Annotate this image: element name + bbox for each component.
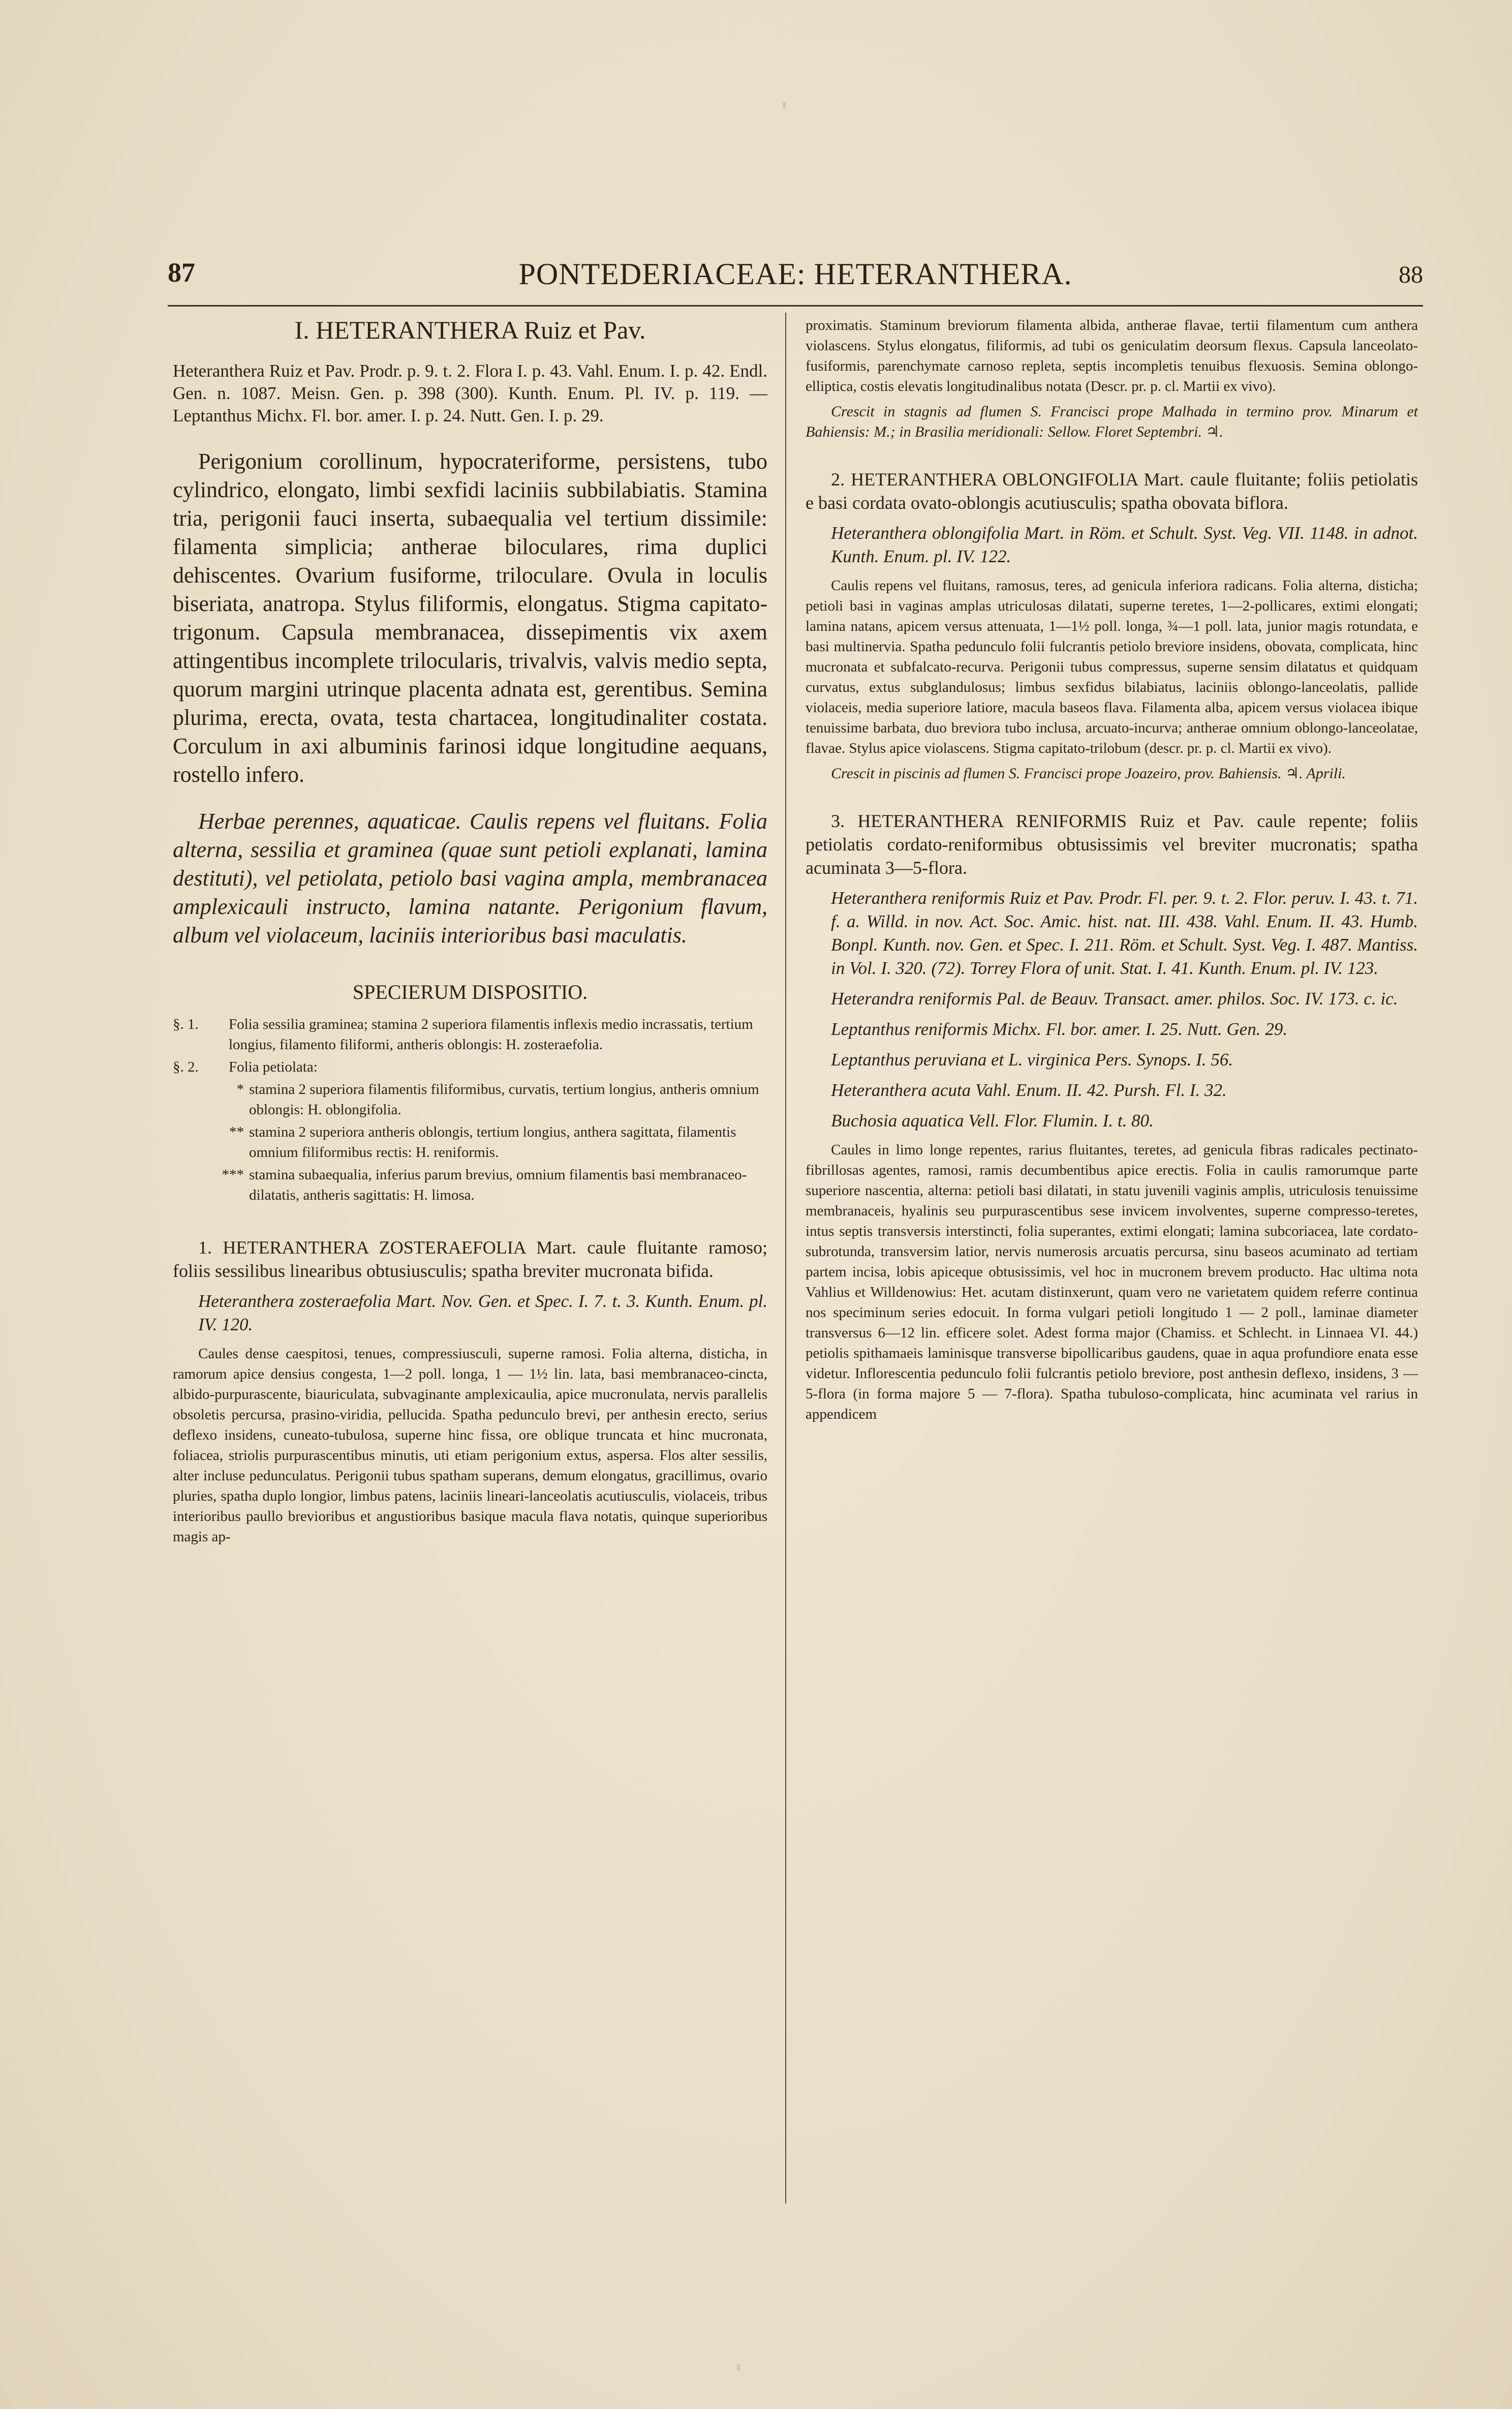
species-3-heading: 3. HETERANTHERA RENIFORMIS Ruiz et Pav. caule repente; foliis petiolatis cordato-reniformibus obtusissimis vel breviter mucronatis; spatha acuminata 3—5-flora. bbox=[806, 811, 1418, 878]
key-text: Folia petiolata: bbox=[229, 1059, 318, 1075]
genus-habit: Herbae perennes, aquaticae. Caulis repens vel fluitans. Folia alterna, sessilia et graminea (quae sunt petioli explanati, lamina destituti), vel petiolata, petiolo basi vagina ampla, membranacea amplexicauli instructo, lamina natante. Perigonium flavum, album vel violaceum, laciniis interioribus basi maculatis. bbox=[173, 809, 767, 948]
species-2-heading: 2. HETERANTHERA OBLONGIFOLIA Mart. caule fluitante; foliis petiolatis e basi cordata ovato-oblongis acutiusculis; spatha obovata biflora. bbox=[806, 469, 1418, 513]
key-entry bbox=[173, 1165, 767, 1205]
header-rule bbox=[168, 305, 1423, 307]
right-page-number: 88 bbox=[1399, 261, 1423, 288]
species-3-synonym: Buchosia aquatica Vell. Flor. Flumin. I. t. 80. bbox=[831, 1111, 1154, 1131]
key-entry bbox=[173, 1014, 767, 1055]
species-3-synonym: Heteranthera acuta Vahl. Enum. II. 42. Pursh. Fl. I. 32. bbox=[831, 1080, 1227, 1100]
key-entry bbox=[173, 1122, 767, 1163]
species-1-habitat: Crescit in stagnis ad flumen S. Francisci prope Malhada in termino prov. Minarum et Bahiensis: M.; in Brasilia meridionali: Sellow. Floret Septembri. ♃. bbox=[806, 403, 1418, 440]
running-head bbox=[168, 257, 1423, 297]
key-text: stamina 2 superiora antheris oblongis, tertium longius, anthera sagittata, filamentis omnium filiformibus rectis: H. reniformis. bbox=[249, 1124, 736, 1161]
species-3-synonym: Leptanthus peruviana et L. virginica Pers. Synops. I. 56. bbox=[831, 1050, 1233, 1070]
key-entry bbox=[173, 1079, 767, 1120]
key-text: Folia sessilia graminea; stamina 2 superiora filamentis inflexis medio incrassatis, tertium longius, filamento filiformi, antheris oblongis: H. zosteraefolia. bbox=[229, 1016, 753, 1053]
genus-title: I. HETERANTHERA Ruiz et Pav. bbox=[294, 316, 646, 344]
left-column bbox=[173, 315, 767, 1552]
species-3-synonym: Heteranthera reniformis Ruiz et Pav. Prodr. Fl. per. 9. t. 2. Flor. peruv. I. 43. t. 71. f. a. Willd. in nov. Act. Soc. Amic. hist. nat. III. 438. Vahl. Enum. II. 43. Humb. Bonpl. Kunth. nov. Gen. et Spec. I. 211. Röm. et Schult. Syst. Veg. I. 487. Mantiss. in Vol. I. 320. (72). Torrey Flora of unit. Stat. I. 41. Kunth. Enum. pl. IV. 123. bbox=[831, 888, 1418, 978]
species-dispositio-title: SPECIERUM DISPOSITIO. bbox=[352, 981, 588, 1003]
column-divider bbox=[785, 313, 786, 2204]
species-1-heading: 1. HETERANTHERA ZOSTERAEFOLIA Mart. caule fluitante ramoso; foliis sessilibus linearibus obtusiusculis; spatha breviter mucronata bifida. bbox=[173, 1237, 767, 1281]
genus-description: Perigonium corollinum, hypocrateriforme, persistens, tubo cylindrico, elongato, limbi sexfidi laciniis subbilabiatis. Stamina tria, perigonii fauci inserta, subaequalia vel tertium dissimile: filamenta simplicia; antherae biloculares, rima duplici dehiscentes. Ovarium fusiforme, triloculare. Ovula in loculis biseriata, anatropa. Stylus filiformis, elongatus. Stigma capitato-trigonum. Capsula membranacea, dissepimentis vix axem attingentibus incomplete trilocularis, trivalvis, valvis medio septa, quorum margini utrinque placenta adnata est, gerentibus. Semina plurima, erecta, ovata, testa chartacea, longitudinaliter costata. Corculum in axi albuminis farinosi idque longitudine aequans, rostello infero. bbox=[173, 449, 767, 787]
running-head-title: PONTEDERIACEAE: HETERANTHERA. bbox=[518, 257, 1072, 291]
right-column bbox=[806, 315, 1418, 1429]
key-mark: ** bbox=[229, 1124, 244, 1140]
paper-speck bbox=[783, 102, 786, 109]
key-mark: §. 2. bbox=[173, 1059, 199, 1075]
key-mark: §. 1. bbox=[173, 1016, 199, 1032]
species-2-description: Caulis repens vel fluitans, ramosus, teres, ad genicula inferiora radicans. Folia alterna, disticha; petioli basi in vaginas amplas utriculosas dilatati, superne teretes, 1—2-pollicares, extimi elongati; lamina natans, apicem versus attenuata, 1—1½ poll. longa, ¾—1 poll. lata, junior magis rotundata, e basi multinervia. Spatha pedunculo folii fulcrantis petiolo breviore insidens, obovata, complicata, hinc mucronata et subfalcato-recurva. Perigonii tubus compressus, superne sensim dilatatus et quidquam curvatus, extus subglandulosus; limbus sexfidus bilabiatus, laciniis oblongo-lanceolatis, pallide violaceis, media superiore latiore, macula baseos flava. Filamenta alba, apicem versus violacea ibique tenuissime barbata, duo breviora tubo inclusa, arcuato-incurva; antherae omnium oblongo-lanceolatae, flavae. Stylus apice violascens. Stigma capitato-trilobum (descr. pr. p. cl. Martii ex vivo). bbox=[806, 577, 1418, 756]
key-entry bbox=[173, 1057, 767, 1077]
key-mark: *** bbox=[222, 1167, 244, 1183]
species-key bbox=[173, 1014, 767, 1205]
key-text: stamina subaequalia, inferius parum brevius, omnium filamentis basi membranaceo-dilatatis, antheris sagittatis: H. limosa. bbox=[249, 1167, 747, 1203]
species-3-synonym: Leptanthus reniformis Michx. Fl. bor. amer. I. 25. Nutt. Gen. 29. bbox=[831, 1019, 1287, 1039]
species-1-description-continued: proximatis. Staminum breviorum filamenta albida, antherae flavae, tertii filamentum cum anthera violascens. Stylus elongatus, filiformis, ad tubi os geniculatim deorsum flexus. Capsula lanceolato-fusiformis, parenchymate carnoso repleta, septis incompletis tenuibus flexuosis. Semina oblongo-elliptica, costis elevatis longitudinalibus notata (Descr. pr. p. cl. Martii ex vivo). bbox=[806, 317, 1418, 394]
key-mark: * bbox=[236, 1081, 244, 1097]
species-2-habitat: Crescit in piscinis ad flumen S. Francisci prope Joazeiro, prov. Bahiensis. ♃. Aprili. bbox=[831, 765, 1346, 782]
species-1-synonymy: Heteranthera zosteraefolia Mart. Nov. Gen. et Spec. I. 7. t. 3. Kunth. Enum. pl. IV. 120. bbox=[198, 1291, 767, 1334]
left-page-number: 87 bbox=[168, 257, 195, 288]
species-2-synonymy: Heteranthera oblongifolia Mart. in Röm. et Schult. Syst. Veg. VII. 1148. in adnot. Kunth. Enum. pl. IV. 122. bbox=[831, 523, 1418, 566]
species-3-description: Caules in limo longe repentes, rarius fluitantes, teretes, ad genicula fibras radicales pectinato-fibrillosas agentes, ramosi, ramis decumbentibus apice erectis. Folia in caulis ramorumque parte superiore nascentia, alterna: petioli basi dilatati, in statu juvenili vaginis amplis, utriculosis tenuissime membranaceis, hyalinis seu purpurascentibus sese invicem involventes, superne compresso-teretes, intus septis transversis interstincti, folia superantes, extimi elongati; lamina subcoriacea, late cordato-subrotunda, transversim latior, nervis numerosis arcuatis percursa, sinu baseos acuminato ad tertiam partem incisa, lobis apiceque obtusissimis, vel hoc in mucronem brevem producto. Hac ultima nota Vahlius et Willdenowius: Het. acutam distinxerunt, quam vero ne varietatem quidem referre continua nos speciminum series edocuit. In forma vulgari petioli longitudo 1 — 2 poll., laminae diameter transversus 6—12 lin. efficere solet. Adest forma major (Chamiss. et Schlecht. in Linnaea VI. 44.) petiolis spithamaeis laminisque transverse bipollicaribus gaudens, quae in aqua profundiore enata esse videtur. Inflorescentia pedunculo folii fulcrantis petiolo breviore, post anthesin deflexo, insidens, 3 — 5-flora (in forma majore 5 — 7-flora). Spatha tubuloso-complicata, hinc acuminata vel rarius in appendicem bbox=[806, 1142, 1418, 1422]
key-text: stamina 2 superiora filamentis filiformibus, curvatis, tertium longius, antheris omnium oblongis: H. oblongifolia. bbox=[249, 1081, 759, 1118]
species-1-description: Caules dense caespitosi, tenues, compressiusculi, superne ramosi. Folia alterna, disticha, in ramorum apice densius congesta, 1—2 poll. longa, 1 — 1½ lin. lata, basi membranaceo-cincta, albido-purpurascente, biauriculata, subvaginante amplexicaulia, apice mucronulata, nervis parallelis obsoletis percursa, prasino-viridia, pellucida. Spatha pedunculo brevi, per anthesin erecto, serius deflexo insidens, cuneato-tubulosa, superne hinc fissa, ore oblique truncata et hinc mucronata, foliacea, striolis purpurascentibus minutis, uti etiam perigonium extus, aspersa. Flos alter sessilis, alter incluse pedunculatus. Perigonii tubus spatham superans, demum elongatus, gracillimus, ovario pluries, spatha duplo longior, limbus patens, laciniis lineari-lanceolatis acutiusculis, violaceis, tribus interioribus paullo brevioribus et angustioribus basique macula flava notatis, quinque superioribus magis ap- bbox=[173, 1346, 767, 1545]
paper-speck bbox=[737, 2364, 740, 2371]
species-3-synonym: Heterandra reniformis Pal. de Beauv. Transact. amer. philos. Soc. IV. 173. c. ic. bbox=[831, 989, 1398, 1009]
genus-synonymy: Heteranthera Ruiz et Pav. Prodr. p. 9. t. 2. Flora I. p. 43. Vahl. Enum. I. p. 42. Endl. Gen. n. 1087. Meisn. Gen. p. 398 (300). Kunth. Enum. Pl. IV. p. 119. — Leptanthus Michx. Fl. bor. amer. I. p. 24. Nutt. Gen. I. p. 29. bbox=[173, 361, 767, 425]
